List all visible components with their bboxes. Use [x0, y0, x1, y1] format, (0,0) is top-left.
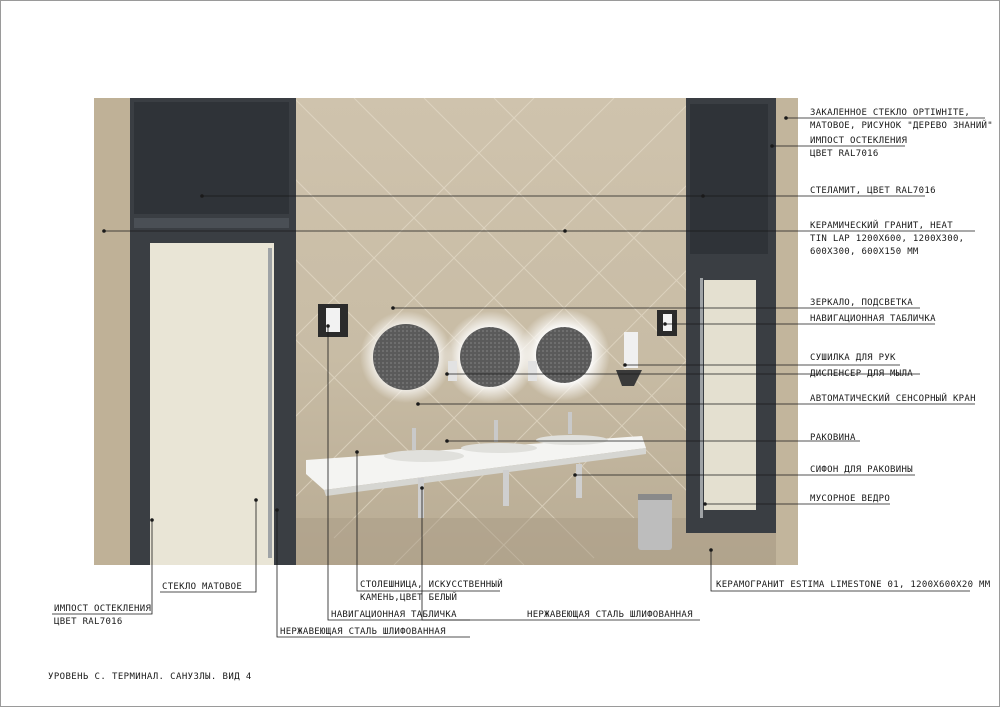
label-steel-left: НЕРЖАВЕЮЩАЯ СТАЛЬ ШЛИФОВАННАЯ — [280, 627, 446, 637]
sink-siphon — [418, 478, 424, 518]
left-transom-glass — [134, 102, 289, 214]
left-frosted-glass — [150, 243, 274, 565]
label-stelamit: СТЕЛАМИТ, ЦВЕТ RAL7016 — [810, 186, 936, 196]
label-tempered-glass-2: МАТОВОЕ, РИСУНОК "ДЕРЕВО ЗНАНИЙ" — [810, 121, 993, 131]
label-impost-right-2: ЦВЕТ RAL7016 — [810, 149, 879, 159]
render-illustration — [94, 98, 798, 565]
mirrors — [360, 309, 610, 403]
label-countertop-2: КАМЕНЬ,ЦВЕТ БЕЛЫЙ — [360, 593, 458, 603]
label-nav-sign-right: НАВИГАЦИОННАЯ ТАБЛИЧКА — [810, 314, 936, 324]
label-frosted-glass: СТЕКЛО МАТОВОЕ — [162, 582, 243, 592]
waste-bin — [638, 494, 672, 550]
interior-render — [94, 98, 798, 565]
label-impost-right-1: ИМПОСТ ОСТЕКЛЕНИЯ — [810, 136, 908, 146]
label-steel-mid: НЕРЖАВЕЮЩАЯ СТАЛЬ ШЛИФОВАННАЯ — [527, 610, 693, 620]
label-granite-1: КЕРАМИЧЕСКИЙ ГРАНИТ, HEAT — [810, 221, 953, 231]
right-frosted-glass — [704, 280, 756, 510]
label-sink: РАКОВИНА — [810, 433, 856, 443]
label-nav-sign-bottom: НАВИГАЦИОННАЯ ТАБЛИЧКА — [331, 610, 457, 620]
label-tempered-glass-1: ЗАКАЛЕННОЕ СТЕКЛО OPTIWHITE, — [810, 108, 971, 118]
left-door-handle — [268, 248, 272, 558]
label-hand-dryer: СУШИЛКА ДЛЯ РУК — [810, 353, 896, 363]
hand-dryer — [624, 332, 638, 368]
label-granite-3: 600Х300, 600Х150 ММ — [810, 247, 919, 257]
left-wall-strip — [94, 98, 130, 565]
sheet-title: УРОВЕНЬ С. ТЕРМИНАЛ. САНУЗЛЫ. ВИД 4 — [48, 672, 252, 682]
label-porcelain-tile: КЕРАМОГРАНИТ ESTIMA LIMESTONE 01, 1200Х600Х20 ММ — [716, 580, 991, 590]
label-impost-left-2: ЦВЕТ RAL7016 — [54, 617, 123, 627]
label-countertop-1: СТОЛЕШНИЦА, ИСКУССТВЕННЫЙ — [360, 580, 503, 590]
label-mirror: ЗЕРКАЛО, ПОДСВЕТКА — [810, 298, 913, 308]
label-impost-left-1: ИМПОСТ ОСТЕКЛЕНИЯ — [54, 604, 152, 614]
label-soap-dispenser: ДИСПЕНСЕР ДЛЯ МЫЛА — [810, 369, 913, 379]
faucet — [412, 428, 416, 450]
label-bin: МУСОРНОЕ ВЕДРО — [810, 494, 891, 504]
label-granite-2: TIN LAP 1200Х600, 1200Х300, — [810, 234, 965, 244]
label-siphon: СИФОН ДЛЯ РАКОВИНЫ — [810, 465, 913, 475]
soap-dispenser — [448, 361, 457, 381]
label-faucet: АВТОМАТИЧЕСКИЙ СЕНСОРНЫЙ КРАН — [810, 394, 976, 404]
